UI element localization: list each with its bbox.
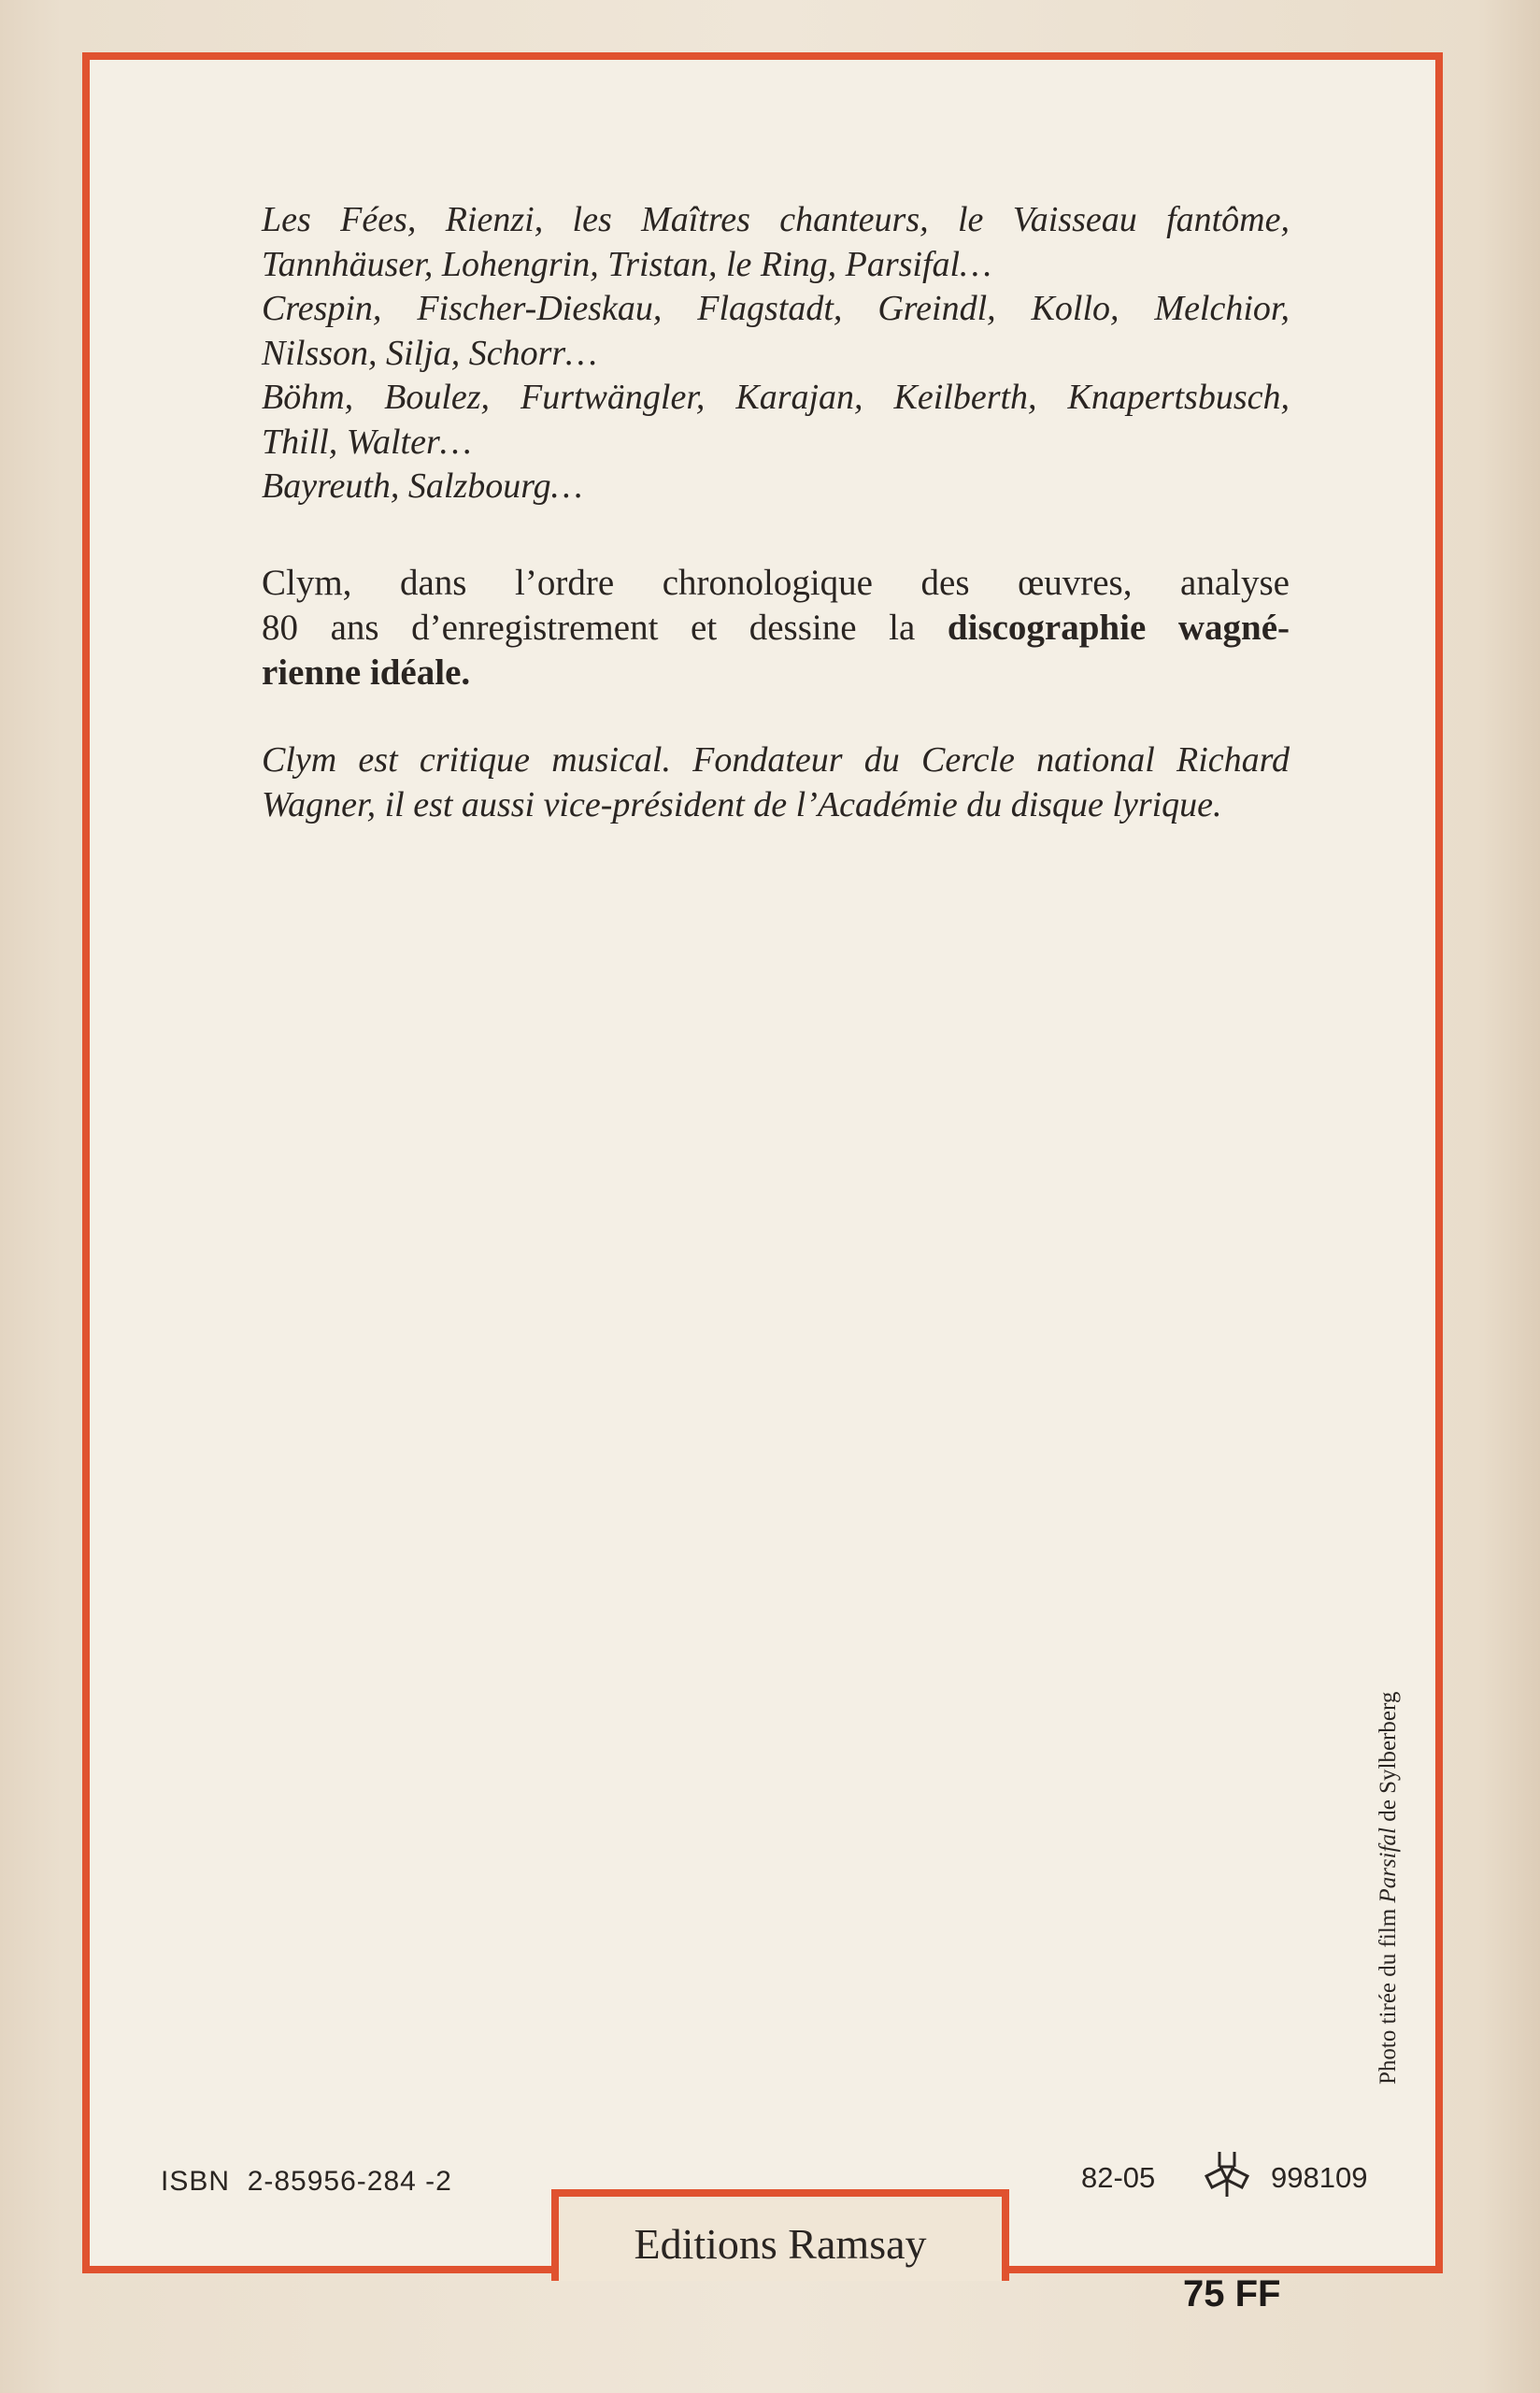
article-code: 998109 bbox=[1271, 2161, 1368, 2194]
singers-line: Crespin, Fischer-Dieskau, Flagstadt, Greindl, Kollo, Melchior, bbox=[262, 289, 1290, 328]
works-line: Les Fées, Rienzi, les Maîtres chanteurs, le Vaisseau fantôme, bbox=[262, 200, 1290, 239]
photo-credit bbox=[1376, 1692, 1402, 2085]
isbn: ISBN 2-85956-284 -2 bbox=[161, 2166, 452, 2197]
description-highlight: discographie wagné- bbox=[947, 608, 1290, 648]
photo-credit-suffix: de Sylberberg bbox=[1376, 1691, 1401, 1822]
conductors-line: Böhm, Boulez, Furtwängler, Karajan, Keilberth, Knapertsbusch, bbox=[262, 378, 1290, 417]
bio-line: Clym est critique musical. Fondateur du Cercle national Richard bbox=[262, 740, 1290, 780]
photo-credit-prefix: Photo tirée du film bbox=[1376, 1908, 1401, 2085]
author-bio bbox=[262, 738, 1290, 827]
conductors-line: Thill, Walter… bbox=[262, 422, 472, 462]
works-line: Tannhäuser, Lohengrin, Tristan, le Ring, Parsifal… bbox=[262, 244, 991, 284]
publisher-logo-icon bbox=[1199, 2148, 1255, 2200]
description-line bbox=[262, 651, 1290, 695]
catalog-code: 82-05 bbox=[1081, 2161, 1156, 2194]
description-line: Clym, dans l’ordre chronologique des œuvres, analyse bbox=[262, 563, 1290, 603]
works-and-artists-list bbox=[262, 198, 1290, 509]
description-highlight: rienne idéale. bbox=[262, 652, 471, 693]
bio-line: Wagner, il est aussi vice-président de l’Académie du disque lyrique. bbox=[262, 784, 1222, 824]
description-text: 80 ans d’enregistrement et dessine la bbox=[262, 608, 916, 648]
publisher-name: Editions Ramsay bbox=[634, 2220, 927, 2268]
singers-line: Nilsson, Silja, Schorr… bbox=[262, 333, 597, 373]
book-description bbox=[262, 561, 1290, 695]
description-line bbox=[262, 606, 1290, 651]
photo-credit-film: Parsifal bbox=[1376, 1827, 1401, 1903]
price: 75 FF bbox=[1183, 2273, 1281, 2314]
festivals-line: Bayreuth, Salzbourg… bbox=[262, 466, 583, 506]
